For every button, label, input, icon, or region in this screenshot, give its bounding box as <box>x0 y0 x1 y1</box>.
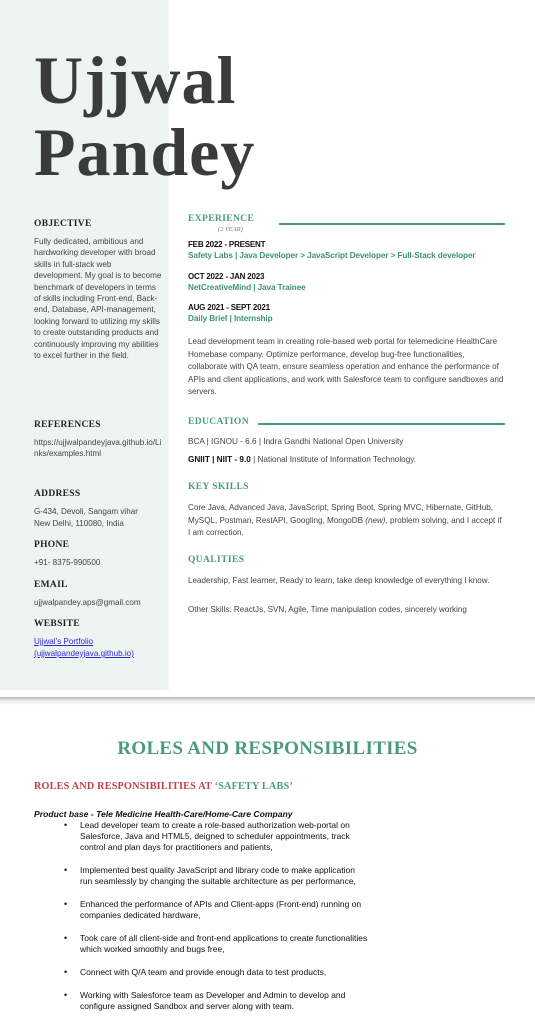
references-link[interactable]: https://ujjwalpandeyjava.github.io/Links/examples.html <box>34 438 162 459</box>
references-heading: REFERENCES <box>34 420 101 430</box>
education-rule <box>258 423 505 425</box>
list-item-line: run seamlessly by changing the suitable architecture as per performance, <box>80 876 356 886</box>
experience-summary: Lead development team in creating role-based web portal for telemedicine HealthCare Homebase company. Optimize performance, develop bug-free functionalities, collaborate with QA team, ensure seamless operation and enhance the performance of APIs and client applications, and work with Salesforce team to configure sandboxes and servers. <box>188 337 504 397</box>
education-gniit-institute: | National Institute of Information Technology. <box>250 455 417 464</box>
experience-heading: EXPERIENCE <box>188 214 255 224</box>
qualities-text: Leadership, Fast learner, Ready to learn, take deep knowledge of everything I know. <box>188 576 490 585</box>
list-item-line: configure assigned Sandbox and server along with team. <box>80 1001 295 1011</box>
roles-subtitle-company: ‘SAFETY LABS’ <box>214 781 293 792</box>
objective-text: Fully dedicated, ambitious and hardworking developer with broad skills in full-stack web development. My goal is to become benchmark of developers in terms of skills including Front-end, Back-end, Database, API-management, looking forward to utilizing my skills to create outstanding products and continuously improving my abilities to excel further in the field. <box>34 237 162 361</box>
education-heading: EDUCATION <box>188 417 249 427</box>
list-item-line: control and plan days for practitioners and patients, <box>80 842 273 852</box>
list-item-line: • Implemented best quality JavaScript and library code to make application <box>80 865 355 875</box>
list-item-line: • Working with Salesforce team as Developer and Admin to develop and <box>80 990 346 1000</box>
key-skills-new-tag: (new), <box>365 515 388 525</box>
qualities-heading: QUALITIES <box>188 555 245 565</box>
key-skills-text <box>188 502 506 540</box>
list-item <box>80 865 420 887</box>
list-item-line: • Lead developer team to create a role-based authorization web-portal on <box>80 820 350 830</box>
education-bca: BCA | IGNOU - 6.6 | Indra Gandhi National Open University <box>188 437 404 446</box>
job-1-dates: FEB 2022 - PRESENT <box>188 240 266 249</box>
website-heading: WEBSITE <box>34 619 80 629</box>
responsibilities-list <box>80 820 420 1012</box>
address-line-1: G-434, Devoli, Sangam vihar <box>34 507 138 516</box>
list-item <box>80 990 420 1012</box>
list-item <box>80 820 420 853</box>
name-last: Pandey <box>34 114 256 190</box>
education-gniit <box>188 455 416 464</box>
list-item-line: • Connect with Q/A team and provide enough data to test products, <box>80 967 327 977</box>
job-3-title: Daily Brief | Internship <box>188 314 273 323</box>
list-item <box>80 899 420 921</box>
key-skills-heading: KEY SKILLS <box>188 482 249 492</box>
address-heading: ADDRESS <box>34 489 81 499</box>
list-item <box>80 967 420 978</box>
list-item <box>80 933 420 955</box>
address-line-2: New Delhi, 110080, India <box>34 519 124 528</box>
other-skills-text: Other Skills: ReactJs, SVN, Agile, Time manipulation codes, sincerely working <box>188 605 467 614</box>
job-2-dates: OCT 2022 - JAN 2023 <box>188 272 265 281</box>
experience-rule <box>279 223 505 225</box>
email-address[interactable]: ujjwalpandey.aps@gmail.com <box>34 598 141 607</box>
key-skills-list: Core Java, Advanced Java, JavaScript, Spring Boot, Spring MVC, Hibernate, GitHub, MySQL, Postman, RestAPI, Googling, MongoDB <box>188 503 494 525</box>
job-2-title: NetCreativeMind | Java Trainee <box>188 283 306 292</box>
job-3-dates: AUG 2021 - SEPT 2021 <box>188 303 270 312</box>
email-heading: EMAIL <box>34 580 68 590</box>
phone-number: +91- 8375-990500 <box>34 558 101 567</box>
website-link-url[interactable]: (ujjwalpandeyjava.github.io) <box>34 649 134 658</box>
list-item-line: • Took care of all client-side and front-end applications to create functionalities <box>80 933 368 943</box>
list-item-line: companies dedicated hardware, <box>80 910 201 920</box>
website-link-label[interactable]: Ujjwal's Portfolio <box>34 637 94 646</box>
name-first: Ujjwal <box>34 42 237 118</box>
page-divider <box>0 697 535 705</box>
list-item-line: which worked smoothly and bugs free, <box>80 944 225 954</box>
education-gniit-degree: GNIIT | NIIT - 9.0 <box>188 455 251 464</box>
roles-title: ROLES AND RESPONSIBILITIES <box>117 738 418 759</box>
roles-subtitle-prefix: ROLES AND RESPONSIBILITIES AT <box>34 781 215 792</box>
experience-years: (2 YEAR) <box>218 226 243 233</box>
list-item-line: • Enhanced the performance of APIs and Client-apps (Front-end) running on <box>80 899 362 909</box>
objective-heading: OBJECTIVE <box>34 219 92 229</box>
phone-heading: PHONE <box>34 540 70 550</box>
job-1-title: Safety Labs | Java Developer > JavaScript Developer > Full-Stack developer <box>188 251 476 260</box>
roles-subtitle <box>34 781 293 792</box>
key-skills-extra: problem solving, and I accept if I am correction. <box>188 515 502 538</box>
product-line: Product base - Tele Medicine Health-Care/Home-Care Company <box>34 809 293 819</box>
list-item-line: Salesforce, Java and HTML5, deigned to scheduler appointments, track <box>80 831 350 841</box>
